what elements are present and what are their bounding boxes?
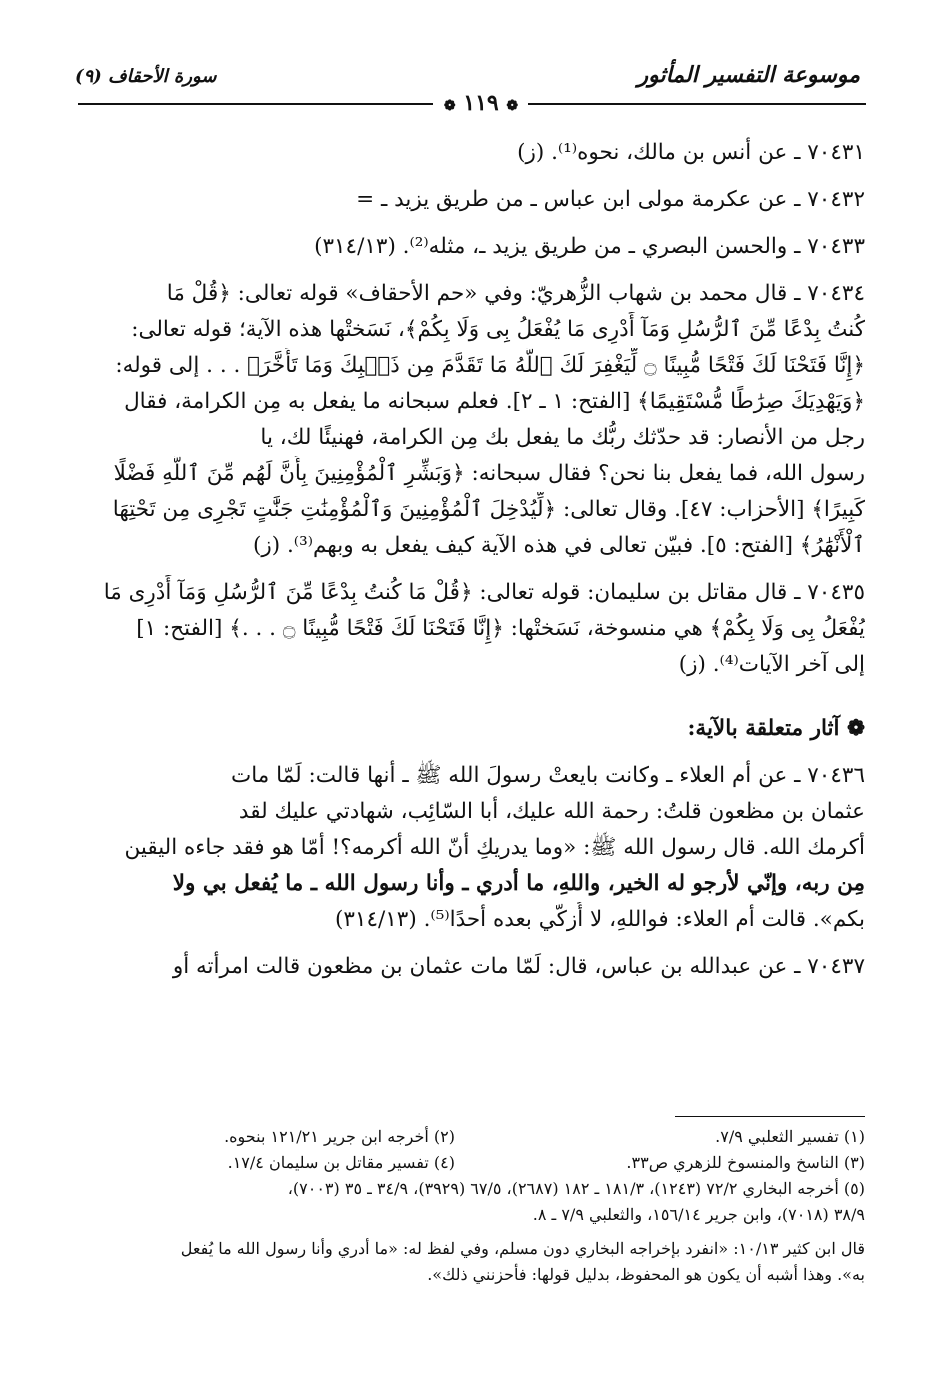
footnote-5-line-1: (٥) أخرجه البخاري ٧٢/٢ (١٢٤٣)، ١٨١/٣ ـ ١٨٢ (٢٦٨٧)، ٦٧/٥ (٣٩٢٩)، ٣٤/٩ ـ ٣٥ (٧٠٠٣)،: [287, 1179, 865, 1198]
text-line: ٱلْأَنْهَٰرُ﴾ [الفتح: ٥]. فبيّن تعالى في هذه الآية كيف يفعل به وبهم⁽³⁾. (ز): [252, 533, 865, 558]
text-line: كَبِيرًا﴾ [الأحزاب: ٤٧]. وقال تعالى: ﴿لِّيُدْخِلَ ٱلْمُؤْمِنِينَ وَٱلْمُؤْمِنَٰتِ جَنَّٰتٍ تَجْرِى مِن تَحْتِهَا: [112, 497, 865, 522]
header-rule-right: [528, 103, 866, 105]
surah-title: سورة الأحقاف (٩): [75, 66, 217, 87]
text-line: ٧٠٤٣٧ ـ عن عبدالله بن عباس، قال: لَمّا مات عثمان بن مظعون قالت امرأته أو: [172, 954, 865, 979]
ornament-icon: ❁: [443, 98, 456, 114]
text-line: بكم». قالت أم العلاء: فواللهِ، لا أُزكّي بعده أحدًا⁽⁵⁾. (٣١٤/١٣): [334, 907, 865, 932]
ibn-kathir-note-line-2: به». وهذا أشبه أن يكون هو المحفوظ، بدليل قولها: فأحزنني ذلك».: [427, 1265, 865, 1284]
text-line: كُنتُ بِدْعًا مِّنَ ٱلرُّسُلِ وَمَآ أَدْرِى مَا يُفْعَلُ بِى وَلَا بِكُمْ﴾، نَسَختْها هذه الآية؛ قوله تعالى:: [131, 317, 865, 342]
text-line: ٧٠٤٣٣ ـ والحسن البصري ـ من طريق يزيد ـ، مثله⁽²⁾. (٣١٤/١٣): [314, 234, 865, 259]
ibn-kathir-note-line-1: قال ابن كثير ١٠/١٣: «انفرد بإخراجه البخاري دون مسلم، وفي لفظ له: «ما أدري وأنا رسول الله ما يُفعل: [180, 1239, 865, 1258]
footnote-row: [73, 1150, 865, 1176]
text-line: رجل من الأنصار: قد حدّثك ربُّك ما يفعل بك مِن الكرامة، فهنيئًا لك، يا: [260, 425, 865, 450]
ornament-icon: ❁: [506, 98, 519, 114]
footnote-3: (٣) الناسخ والمنسوخ للزهري ص٣٣.: [626, 1153, 865, 1172]
text-line: ٧٠٤٣٤ ـ قال محمد بن شهاب الزُّهريّ: وفي «حم الأحقاف» قوله تعالى: ﴿قُلْ مَا: [166, 281, 865, 306]
text-line: ﴿إِنَّا فَتَحْنَا لَكَ فَتْحًا مُّبِينًا ۝ لِّيَغْفِرَ لَكَ ٱللَّهُ مَا تَقَدَّمَ مِن ذَنۢبِكَ وَمَا تَأَخَّرَ﴾ . . . إلى قوله:: [115, 353, 865, 378]
main-text: [73, 135, 865, 985]
footnote-separator: [675, 1116, 865, 1117]
text-line: ٧٠٤٣٦ ـ عن أم العلاء ـ وكانت بايعتْ رسولَ الله ﷺ ـ أنها قالت: لَمّا مات: [231, 763, 865, 788]
footnote-1: (١) تفسير الثعلبي ٧/٩.: [715, 1127, 865, 1146]
text-line: ٧٠٤٣١ ـ عن أنس بن مالك، نحوه⁽¹⁾. (ز): [517, 140, 865, 165]
text-line: ❁ آثار متعلقة بالآية:: [687, 716, 865, 741]
footnote-row: [73, 1124, 865, 1150]
footnotes: [73, 1124, 865, 1288]
text-line: ﴿وَيَهْدِيَكَ صِرَٰطًا مُّسْتَقِيمًا﴾ [الفتح: ١ ـ ٢]. فعلم سبحانه ما يفعل به مِن الكرامة، فقال: [124, 389, 865, 414]
footnote-2: (٢) أخرجه ابن جرير ١٢١/٢١ بنحوه.: [224, 1127, 455, 1146]
text-line: ٧٠٤٣٢ ـ عن عكرمة مولى ابن عباس ـ من طريق يزيد ـ =: [356, 187, 865, 212]
footnote-4: (٤) تفسير مقاتل بن سليمان ١٧/٤.: [227, 1153, 455, 1172]
text-line: مِن ربه، وإنّي لأرجو له الخير، واللهِ، ما أدري ـ وأنا رسول الله ـ ما يُفعل بي ولا: [172, 871, 865, 896]
text-line: عثمان بن مظعون قلتُ: رحمة الله عليك، أبا السّائِب، شهادتي عليك لقد: [238, 799, 865, 824]
page-number: ١١٩: [463, 90, 499, 116]
page-number-block: [435, 90, 527, 116]
text-line: رسول الله، فما يفعل بنا نحن؟ فقال سبحانه: ﴿وَبَشِّرِ ٱلْمُؤْمِنِينَ بِأَنَّ لَهُم مِّنَ ٱللَّهِ فَضْلًا: [113, 461, 865, 486]
text-line: أكرمك الله. قال رسول الله ﷺ: «وما يدريكِ أنّ الله أكرمه؟! أمّا هو فقد جاءه اليقين: [124, 835, 865, 860]
text-line: إلى آخر الآيات⁽⁴⁾. (ز): [678, 652, 865, 677]
text-line: ٧٠٤٣٥ ـ قال مقاتل بن سليمان: قوله تعالى: ﴿قُلْ مَا كُنتُ بِدْعًا مِّنَ ٱلرُّسُلِ وَمَآ أَدْرِى مَا: [103, 580, 865, 605]
header-rule-left: [78, 103, 433, 105]
text-line: يُفْعَلُ بِى وَلَا بِكُمْ﴾ هي منسوخة، نَسَختْها: ﴿إِنَّا فَتَحْنَا لَكَ فَتْحًا مُّبِينًا ۝ . . .﴾ [الفتح: ١]: [136, 616, 865, 641]
book-title: موسوعة التفسير المأثور: [637, 62, 860, 88]
footnote-5-line-2: ٣٨/٩ (٧٠١٨)، وابن جرير ١٥٦/١٤، والثعلبي ٧/٩ ـ ٨.: [532, 1205, 865, 1224]
